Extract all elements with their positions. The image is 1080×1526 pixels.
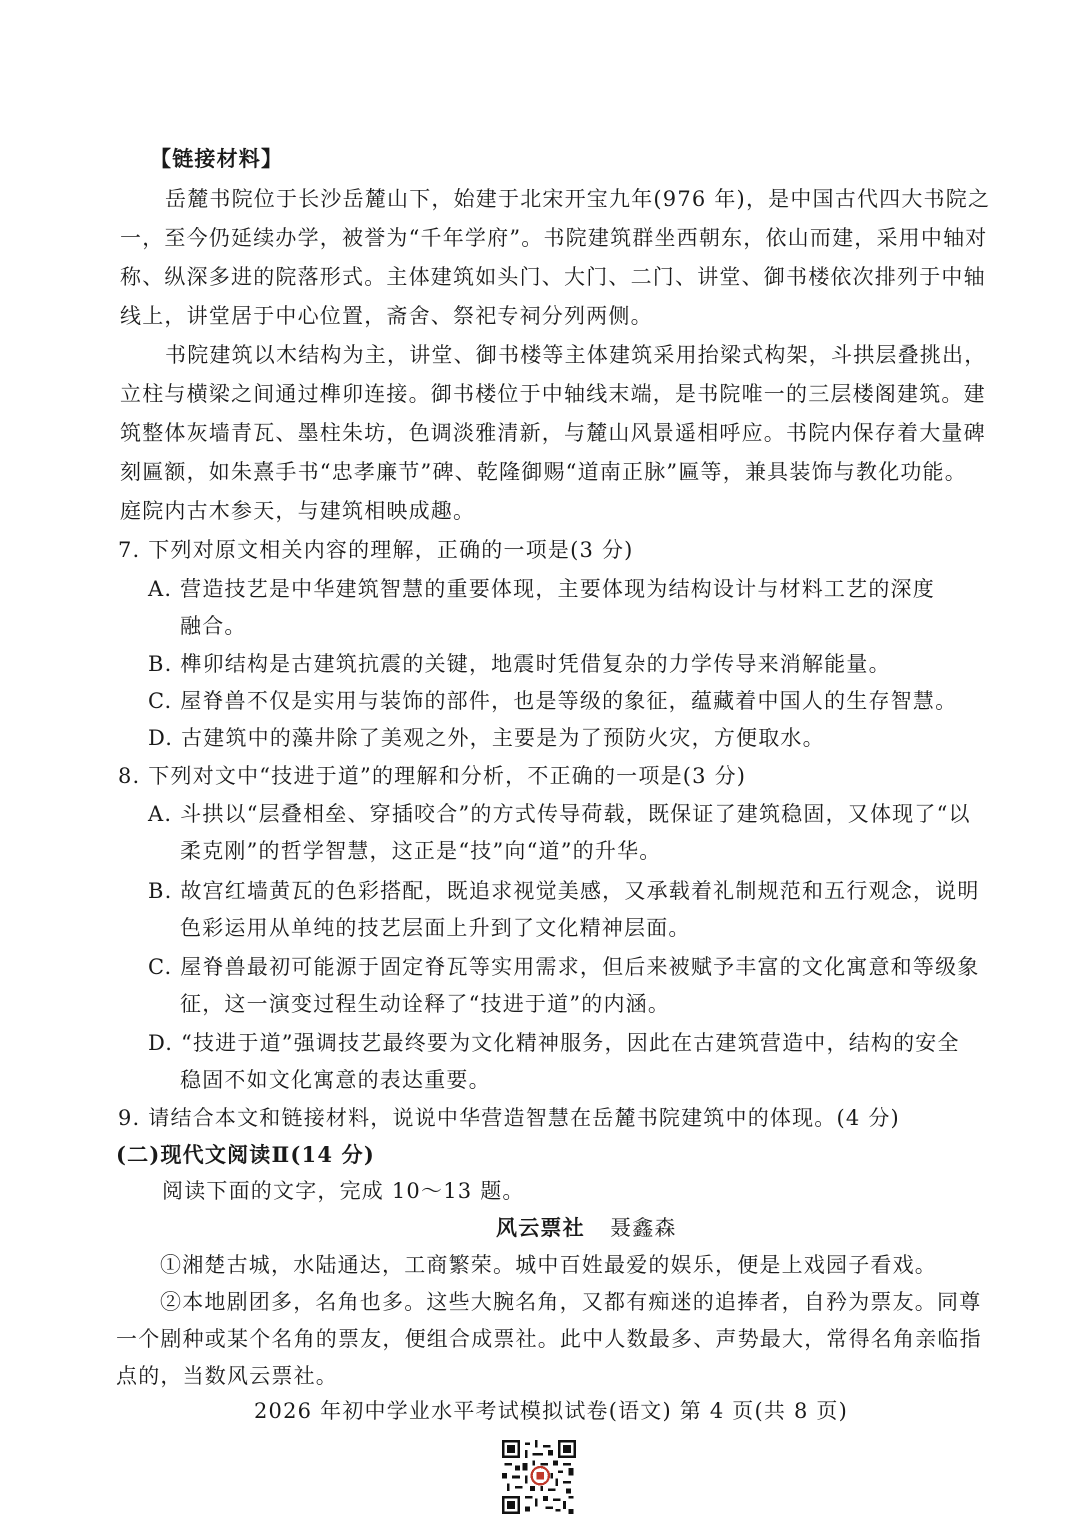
link-p2-line3: 筑整体灰墙青瓦、墨柱朱坊，色调淡雅清新，与麓山风景遥相呼应。书院内保存着大量碑 xyxy=(120,421,986,445)
story-p2-line2: 一个剧种或某个名角的票友，便组合成票社。此中人数最多、声势最大，常得名角亲临指 xyxy=(116,1327,982,1351)
story-p2-line1: ②本地剧团多，名角也多。这些大腕名角，又都有痴迷的追捧者，自矜为票友。同尊 xyxy=(160,1290,982,1314)
story-p1: ①湘楚古城，水陆通达，工商繁荣。城中百姓最爱的娱乐，便是上戏园子看戏。 xyxy=(160,1253,937,1277)
q8-option-c-line1: C. 屋脊兽最初可能源于固定脊瓦等实用需求，但后来被赋予丰富的文化寓意和等级象 xyxy=(148,955,980,979)
question-8-stem: 8. 下列对文中“技进于道”的理解和分析，不正确的一项是(3 分) xyxy=(118,764,747,788)
q7-option-a-line2: 融合。 xyxy=(180,614,247,638)
q8-option-d-line2: 稳固不如文化寓意的表达重要。 xyxy=(180,1068,491,1092)
link-p2-line4: 刻匾额，如朱熹手书“忠孝廉节”碑、乾隆御赐“道南正脉”匾等，兼具装饰与教化功能。 xyxy=(120,460,967,484)
link-p1-line3: 称、纵深多进的院落形式。主体建筑如头门、大门、二门、讲堂、御书楼依次排列于中轴 xyxy=(120,265,986,289)
link-material-heading: 【链接材料】 xyxy=(150,146,284,171)
link-p1-line4: 线上，讲堂居于中心位置，斋舍、祭祀专祠分列两侧。 xyxy=(120,304,653,328)
story-author: 聂鑫森 xyxy=(610,1216,677,1240)
q8-option-b-line1: B. 故宫红墙黄瓦的色彩搭配，既追求视觉美感，又承载着礼制规范和五行观念，说明 xyxy=(148,879,980,903)
link-p2-line1: 书院建筑以木结构为主，讲堂、御书楼等主体建筑采用抬梁式构架，斗拱层叠挑出， xyxy=(165,343,987,367)
section-2-heading: (二)现代文阅读Ⅱ(14 分) xyxy=(116,1142,375,1167)
qr-code-icon xyxy=(502,1440,576,1514)
page-footer: 2026 年初中学业水平考试模拟试卷(语文) 第 4 页(共 8 页) xyxy=(254,1399,848,1423)
section-2-instruction: 阅读下面的文字，完成 10～13 题。 xyxy=(162,1179,525,1203)
q8-option-c-line2: 征，这一演变过程生动诠释了“技进于道”的内涵。 xyxy=(180,992,671,1016)
question-9-stem: 9. 请结合本文和链接材料，说说中华营造智慧在岳麓书院建筑中的体现。(4 分) xyxy=(118,1106,900,1130)
link-p2-line5: 庭院内古木参天，与建筑相映成趣。 xyxy=(120,499,476,523)
q8-option-b-line2: 色彩运用从单纯的技艺层面上升到了文化精神层面。 xyxy=(180,916,691,940)
question-7-stem: 7. 下列对原文相关内容的理解，正确的一项是(3 分) xyxy=(118,538,634,562)
q7-option-b: B. 榫卯结构是古建筑抗震的关键，地震时凭借复杂的力学传导来消解能量。 xyxy=(148,652,891,676)
story-title: 风云票社 xyxy=(496,1215,585,1240)
q8-option-a-line1: A. 斗拱以“层叠相垒、穿插咬合”的方式传导荷载，既保证了建筑稳固，又体现了“以 xyxy=(148,802,971,826)
link-p1-line1: 岳麓书院位于长沙岳麓山下，始建于北宋开宝九年(976 年)，是中国古代四大书院之 xyxy=(165,187,991,211)
q8-option-d-line1: D. “技进于道”强调技艺最终要为文化精神服务，因此在古建筑营造中，结构的安全 xyxy=(148,1031,960,1055)
q7-option-a-line1: A. 营造技艺是中华建筑智慧的重要体现，主要体现为结构设计与材料工艺的深度 xyxy=(148,577,935,601)
link-p2-line2: 立柱与横梁之间通过榫卯连接。御书楼位于中轴线末端，是书院唯一的三层楼阁建筑。建 xyxy=(120,382,986,406)
q7-option-c: C. 屋脊兽不仅是实用与装饰的部件，也是等级的象征，蕴藏着中国人的生存智慧。 xyxy=(148,689,958,713)
q8-option-a-line2: 柔克刚”的哲学智慧，这正是“技”向“道”的升华。 xyxy=(180,839,662,863)
q7-option-d: D. 古建筑中的藻井除了美观之外，主要是为了预防火灾，方便取水。 xyxy=(148,726,825,750)
link-p1-line2: 一，至今仍延续办学，被誉为“千年学府”。书院建筑群坐西朝东，依山而建，采用中轴对 xyxy=(120,226,988,250)
story-p2-line3: 点的，当数风云票社。 xyxy=(116,1364,338,1388)
